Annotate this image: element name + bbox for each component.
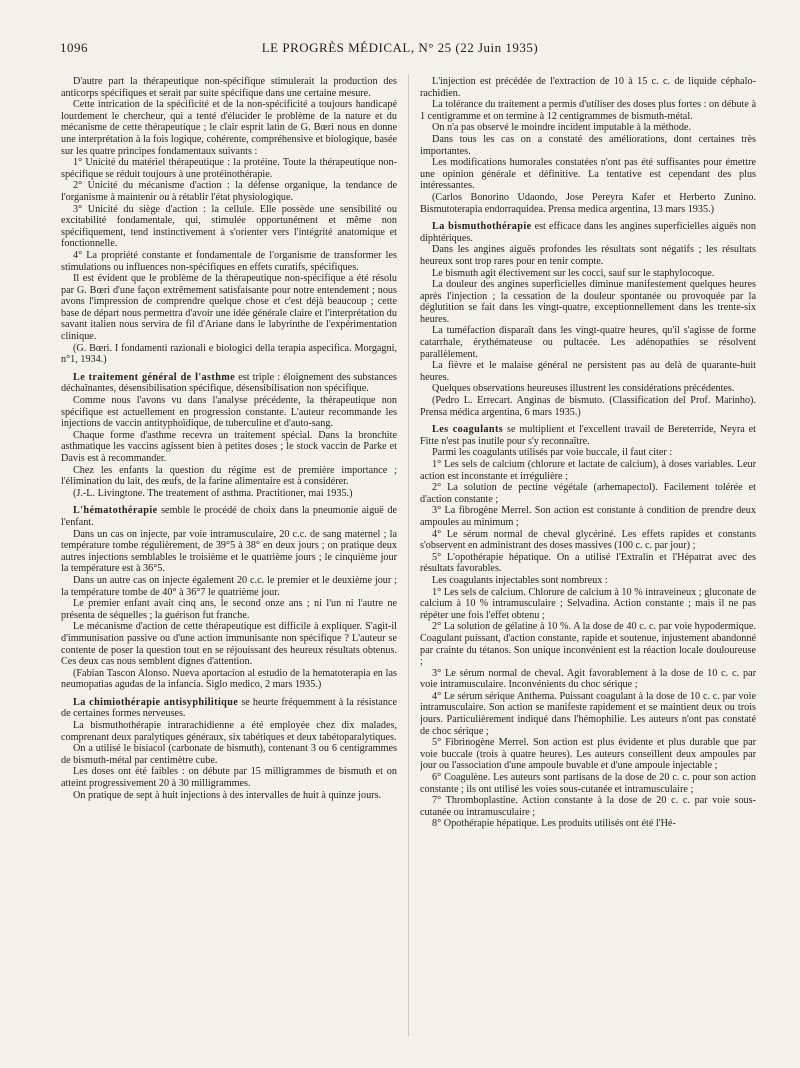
paragraph-text: (Fabian Tascon Alonso. Nueva aportacion al estudio de la hematoterapia en las neumopatias agudas de la infancia. Siglo medico, 2 mars 1935.) (61, 667, 397, 691)
left-column (61, 76, 397, 1036)
column-divider (408, 74, 409, 1036)
paragraph (420, 325, 756, 360)
paragraph-text: Le premier enfant avait cinq ans, le second onze ans ; ni l'un ni l'autre ne présenta de séquelles ; la guérison fut franche. (61, 598, 397, 621)
paragraph (61, 697, 397, 720)
paragraph-text: Les coagulants injectables sont nombreux : (432, 574, 608, 586)
paragraph (420, 795, 756, 818)
paragraph-text: 4° La propriété constante et fondamentale de l'organisme de transformer les stimulations ou influences non-spécifiques en effets curatifs, spécifiques. (61, 249, 397, 273)
paragraph-text: La tolérance du traitement a permis d'utiliser des doses plus fortes : on débute à 1 centigramme et on termine à 12 centigrammes de bismuth-métal. (420, 99, 756, 122)
section-lead: Les coagulants (432, 424, 504, 436)
paragraph (420, 668, 756, 691)
paragraph (61, 720, 397, 743)
paragraph (61, 430, 397, 465)
paragraph-text: est efficace dans les angines superficielles aiguës non diphtériques. (420, 221, 756, 244)
paragraph-text: Dans un autre cas on injecte également 20 c.c. le premier et le deuxième jour ; la température tombe de 40° à 36°7 le quatrième jour. (61, 574, 397, 598)
paragraph (420, 529, 756, 552)
paragraph-text: se multiplient et l'excellent travail de Bereterride, Neyra et Fitte n'est pas inutile pour s'y reconnaître. (420, 424, 756, 447)
paragraph-text: On a utilisé le bisiacol (carbonate de bismuth), contenant 3 ou 6 centigrammes de bismuth-métal par centimètre cube. (61, 743, 397, 766)
paragraph (420, 383, 756, 395)
paragraph-text: semble le procédé de choix dans la pneumonie aiguë de l'enfant. (61, 505, 397, 528)
paragraph (61, 668, 397, 691)
paragraph (420, 192, 756, 215)
paragraph-text: 6° Coagulène. Les auteurs sont partisans de la dose de 20 c. c. pour son action constante ; ils ont utilisé les voies sous-cutanée et intramusculaire ; (420, 772, 756, 795)
paragraph-text: 3° Unicité du siège d'action : la cellule. Elle possède une sensibilité ou excitabilité fondamentale, qui, stimulée opportunément et même non spécifiquement, tend instinctivement à s'orienter vers l'intégrité anatomique et fonctionnelle. (61, 203, 397, 250)
paragraph-text: D'autre part la thérapeutique non-spécifique stimulerait la production des anticorps spécifiques et serait par suite spécifique dans une certaine mesure. (61, 76, 397, 99)
running-title: LE PROGRÈS MÉDICAL, N° 25 (22 Juin 1935) (261, 40, 539, 55)
page-number: 1096 (60, 40, 88, 55)
paragraph (61, 790, 397, 802)
section-lead: Le traitement général de l'asthme (73, 371, 236, 383)
paragraph-text: 3° Le sérum normal de cheval. Agit favorablement à la dose de 10 c. c. par voie intramusculaire. Inconvénients du choc sérique ; (420, 667, 756, 691)
paragraph (420, 737, 756, 772)
paragraph (61, 343, 397, 366)
paragraph-text: 4° Le sérum sérique Anthema. Puissant coagulant à la dose de 10 c. c. par voie intramusculaire. Son action se manifeste rapidement et se maintient deux ou trois jours. Particulièrement indiqué dans l'hémophilie. Les auteurs n'ont pas constaté de choc sérique ; (420, 690, 756, 737)
paragraph-text: L'injection est précédée de l'extraction de 10 à 15 c. c. de liquide céphalo-rachidien. (420, 76, 756, 99)
paragraph (420, 447, 756, 459)
paragraph (420, 482, 756, 505)
paragraph-text: Quelques observations heureuses illustrent les considérations précédentes. (432, 383, 735, 395)
paragraph-text: La bismuthothérapie intrarachidienne a été employée chez dix malades, comprenant deux paralytiques généraux, six tabétiques et deux tabétoparalytiques. (61, 720, 397, 743)
paragraph-text: On pratique de sept à huit injections à des intervalles de huit à quinze jours. (73, 789, 382, 801)
paragraph-text: Le mécanisme d'action de cette thérapeutique est difficile à expliquer. S'agit-il d'immunisation passive ou d'une action immunisante non spécifique ? L'auteur se contente de poser la question tout en se réjouissant des heureux résultats obtenus. Ces deux cas nous semblent dignes d'attention. (61, 621, 397, 668)
paragraph-text: Parmi les coagulants utilisés par voie buccale, il faut citer : (432, 447, 673, 459)
paragraph (61, 621, 397, 667)
paragraph-text: (Pedro L. Errecart. Anginas de bismuto. (Classification del Prof. Marinho). Prensa médica argentina, 6 mars 1935.) (420, 395, 756, 418)
paragraph-text: se heurte fréquemment à la résistance de certaines formes nerveuses. (61, 696, 397, 720)
paragraph (420, 157, 756, 192)
section-lead: La chimiothérapie antisyphilitique (73, 696, 239, 708)
paragraph (420, 268, 756, 280)
paragraph (61, 395, 397, 430)
paragraph (61, 505, 397, 528)
paragraph (61, 157, 397, 180)
paragraph (420, 221, 756, 244)
paragraph (420, 459, 756, 482)
paragraph-text: 5° L'opothérapie hépatique. On a utilisé l'Extralin et l'Hépatrat avec des résultats favorables. (420, 551, 756, 575)
paragraph-text: Dans tous les cas on a constaté des améliorations, dont certaines très importantes. (420, 133, 756, 157)
paragraph (61, 488, 397, 500)
paragraph-text: Chez les enfants la question du régime est de première importance ; l'élimination du lait, des œufs, de la farine alimentaire est à considérer. (61, 464, 397, 488)
paragraph (61, 76, 397, 99)
paragraph (420, 99, 756, 122)
paragraph-text: 4° Le sérum normal de cheval glycériné. Les effets rapides et constants s'observent en administrant des doses massives (100 c. c. par jour) ; (420, 528, 756, 552)
paragraph (420, 424, 756, 447)
paragraph-text: 2° La solution de pectine végétale (arhemapectol). Facilement tolérée et d'action constante ; (420, 482, 756, 505)
paragraph (420, 691, 756, 737)
paragraph-text: 2° La solution de gélatine à 10 %. A la dose de 40 c. c. par voie hypodermique. Coagulant puissant, d'action constante, rapide et soutenue, injustement abandonné par crainte du tétanos. Son unique inconvénient est la réaction locale douloureuse ; (420, 621, 756, 668)
paragraph (420, 818, 756, 830)
running-header (60, 40, 740, 60)
paragraph-text: (G. Bœri. I fondamenti razionali e biologici della terapia aspecifica. Morgagni, n°1, 1934.) (61, 342, 397, 366)
paragraph (420, 621, 756, 667)
paragraph (61, 180, 397, 203)
paragraph-text: 5° Fibrinogène Merrel. Son action est plus évidente et plus durable que par voie buccale (trois à quatre heures). Les auteurs conseillent deux ampoules par jour ou l'association d'une ampoule buvable et d'une ampoule injectable ; (420, 737, 756, 772)
paragraph (61, 465, 397, 488)
paragraph-text: 3° La fibrogène Merrel. Son action est constante à condition de prendre deux ampoules au minimum ; (420, 505, 756, 528)
paragraph-text: La tuméfaction disparaît dans les vingt-quatre heures, qu'il s'agisse de forme catarrhale, érythémateuse ou pultacée. Les adénopathies se résolvent parallèlement. (420, 325, 756, 360)
paragraph-text: La douleur des angines superficielles diminue manifestement quelques heures après l'injection ; la cessation de la douleur spontanée ou provoquée par la déglutition se fait dans les vingt-quatre, exceptionnellement dans les trente-six heures. (420, 279, 756, 325)
paragraph (61, 273, 397, 343)
paragraph-text: (J.-L. Livingtone. The treatement of asthma. Practitioner, mai 1935.) (73, 487, 353, 499)
paragraph-text: Les doses ont été faibles : on débute par 15 milligrammes de bismuth et on atteint progressivement 20 à 30 milligrammes. (61, 766, 397, 790)
paragraph-text: Les modifications humorales constatées n'ont pas été suffisantes pour émettre une opinion générale et définitive. La tentative est cependant des plus intéressantes. (420, 157, 756, 192)
paragraph (420, 244, 756, 267)
paragraph-text: Dans un cas on injecte, par voie intramusculaire, 20 c.c. de sang maternel ; la température tombe régulièrement, de 39°5 à 38° en deux jours ; on pratique deux autres injections semblables le troisième et le quatrième jours ; le cinquième jour la température est à 36°5. (61, 528, 397, 575)
paragraph (420, 575, 756, 587)
paragraph (420, 552, 756, 575)
paragraph-text: Cette intrication de la spécificité et de la non-spécificité a toujours handicapé lourdement le chercheur, qui a tenté d'élucider le problème de la nature et du mécanisme de cette thérapeutique ; le clair esprit latin de G. Bœri nous en donne une interprétation à la fois logique, cohérente, compréhensive et biologique, basée sur les quatre principes fondamentaux suivants : (61, 99, 397, 157)
paragraph-text: 7° Thromboplastine. Action constante à la dose de 20 c. c. par voie sous-cutanée ou intramusculaire ; (420, 795, 756, 818)
right-column (420, 76, 756, 1036)
paragraph (61, 204, 397, 250)
paragraph (61, 766, 397, 789)
paragraph (61, 529, 397, 575)
paragraph-text: (Carlos Bonorino Udaondo, Jose Pereyra Kafer et Herberto Zunino. Bismutoterapia endorraquidea. Prensa medica argentina, 13 mars 1935.) (420, 191, 756, 215)
paragraph-text: Chaque forme d'asthme recevra un traitement spécial. Dans la bronchite asthmatique les vaccins agissent bien à petites doses ; le stock vaccin de Parke et Davis est à recommander. (61, 429, 397, 464)
paragraph-text: Le bismuth agit électivement sur les cocci, sauf sur le staphylocoque. (432, 267, 715, 279)
paragraph (420, 76, 756, 99)
paragraph-text: La fièvre et le malaise général ne persistent pas au delà de quarante-huit heures. (420, 360, 756, 383)
paragraph-text: Il est évident que le problème de la thérapeutique non-spécifique a été résolu par G. Bœri d'une façon extrêmement satisfaisante pour notre entendement ; nous avons l'impression de comprendre quelque chose et c'est déjà beaucoup ; cette base de départ nous permettra d'avoir une idée générale claire et l'interprétation du savant italien nous servira de fil d'Ariane dans le labyrinthe de l'expérimentation clinique. (61, 273, 397, 343)
paragraph (420, 279, 756, 325)
paragraph-text: 1° Unicité du matériel thérapeutique : la protéine. Toute la thérapeutique non-spécifique se réduit toujours à une protéinothérapie. (61, 157, 397, 180)
paragraph (420, 360, 756, 383)
paragraph-text: On n'a pas observé le moindre incident imputable à la méthode. (432, 122, 691, 134)
paragraph (61, 575, 397, 598)
paragraph (420, 772, 756, 795)
paragraph (420, 505, 756, 528)
paragraph (420, 395, 756, 418)
paragraph-text: 1° Les sels de calcium. Chlorure de calcium à 10 % intraveineux ; gluconate de calcium à 10 % intramusculaire ; Selvadina. Action constante ; mais il ne pas répéter une fois l'effet obtenu ; (420, 586, 756, 621)
paragraph-text: Dans les angines aiguës profondes les résultats sont négatifs ; les résultats heureux sont trop rares pour en tenir compte. (420, 244, 756, 267)
paragraph (420, 122, 756, 134)
paragraph-text: Comme nous l'avons vu dans l'analyse précédente, la thérapeutique non spécifique est actuellement en progression constante. L'auteur recommande les injections de vaccin antityphoïdique, de tuberculine et d'auto-sang. (61, 395, 397, 430)
paragraph (61, 99, 397, 157)
paragraph (61, 372, 397, 395)
paragraph (61, 250, 397, 273)
paragraph (61, 598, 397, 621)
paragraph-text: 1° Les sels de calcium (chlorure et lactate de calcium), à doses variables. Leur action est inconstante et irrégulière ; (420, 459, 756, 482)
paragraph (61, 743, 397, 766)
section-lead: La bismuthothérapie (432, 221, 532, 233)
paragraph (420, 134, 756, 157)
section-lead: L'hématothérapie (73, 505, 158, 517)
paragraph-text: 8° Opothérapie hépatique. Les produits utilisés ont été l'Hé- (432, 818, 676, 830)
paragraph (420, 587, 756, 622)
paragraph-text: est triple : éloignement des substances déchaînantes, désensibilisation spécifique, désensibilisation non spécifique. (61, 371, 397, 395)
paragraph-text: 2° Unicité du mécanisme d'action : la défense organique, la tendance de l'organisme à maintenir ou à rétablir l'état physiologique. (61, 180, 397, 203)
